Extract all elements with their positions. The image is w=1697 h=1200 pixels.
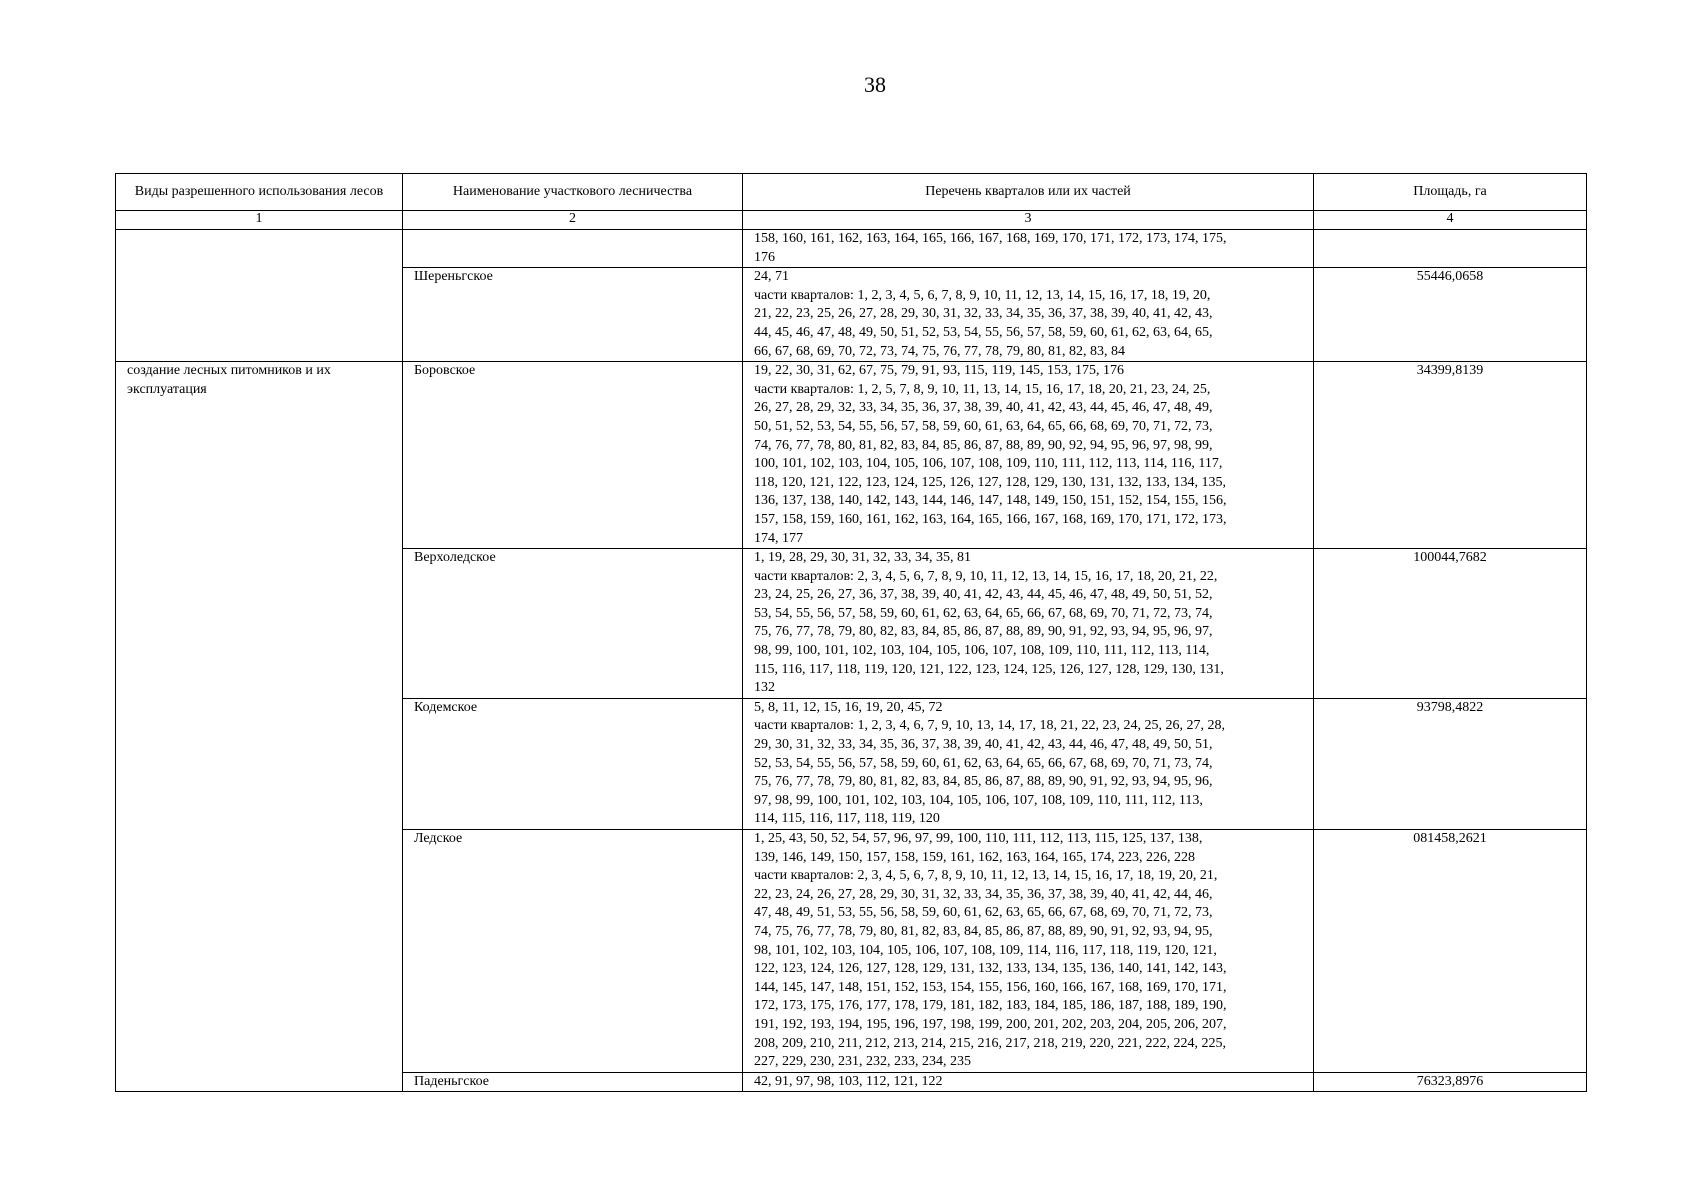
table-row — [116, 230, 1587, 268]
area-cell: 76323,8976 — [1314, 1072, 1587, 1092]
forestry-name-cell: Верхоледское — [403, 549, 743, 699]
page-number: 38 — [864, 72, 886, 97]
column-number: 4 — [1314, 211, 1587, 230]
use-type-cell: создание лесных питомников и их эксплуатация — [116, 362, 403, 1092]
table-row — [116, 362, 1587, 549]
quarters-cell: 24, 71 части кварталов: 1, 2, 3, 4, 5, 6, 7, 8, 9, 10, 11, 12, 13, 14, 15, 16, 17, 18, 19, 20, 21, 22, 23, 25, 26, 27, 28, 29, 30, 31, 32, 33, 34, 35, 36, 37, 38, 39, 40, 41, 42, 43, 44, 45, 46, 47, 48, 49, 50, 51, 52, 53, 54, 55, 56, 57, 58, 59, 60, 61, 62, 63, 64, 65, 66, 67, 68, 69, 70, 72, 73, 74, 75, 76, 77, 78, 79, 80, 81, 82, 83, 84 — [743, 268, 1314, 362]
area-cell: 34399,8139 — [1314, 362, 1587, 549]
area-cell: 93798,4822 — [1314, 698, 1587, 829]
column-number: 2 — [403, 211, 743, 230]
area-cell: 100044,7682 — [1314, 549, 1587, 699]
forestry-name-cell: Кодемское — [403, 698, 743, 829]
table-header-row — [116, 174, 1587, 211]
forestry-name-cell: Ледское — [403, 830, 743, 1073]
use-type-cell — [116, 230, 403, 362]
area-cell: 55446,0658 — [1314, 268, 1587, 362]
quarters-cell: 19, 22, 30, 31, 62, 67, 75, 79, 91, 93, 115, 119, 145, 153, 175, 176 части кварталов: 1, 2, 5, 7, 8, 9, 10, 11, 13, 14, 15, 16, 17, 18, 20, 21, 23, 24, 25, 26, 27, 28, 29, 32, 33, 34, 35, 36, 37, 38, 39, 40, 41, 42, 43, 44, 45, 46, 47, 48, 49, 50, 51, 52, 53, 54, 55, 56, 57, 58, 59, 60, 61, 63, 64, 65, 66, 68, 69, 70, 71, 72, 73, 74, 76, 77, 78, 80, 81, 82, 83, 84, 85, 86, 87, 88, 89, 90, 92, 94, 95, 96, 97, 98, 99, 100, 101, 102, 103, 104, 105, 106, 107, 108, 109, 110, 111, 112, 113, 114, 116, 117, 118, 120, 121, 122, 123, 124, 125, 126, 127, 128, 129, 130, 131, 132, 133, 134, 135, 136, 137, 138, 140, 142, 143, 144, 146, 147, 148, 149, 150, 151, 152, 154, 155, 156, 157, 158, 159, 160, 161, 162, 163, 164, 165, 166, 167, 168, 169, 170, 171, 172, 173, 174, 177 — [743, 362, 1314, 549]
quarters-cell: 5, 8, 11, 12, 15, 16, 19, 20, 45, 72 части кварталов: 1, 2, 3, 4, 6, 7, 9, 10, 13, 14, 17, 18, 21, 22, 23, 24, 25, 26, 27, 28, 29, 30, 31, 32, 33, 34, 35, 36, 37, 38, 39, 40, 41, 42, 43, 44, 46, 47, 48, 49, 50, 51, 52, 53, 54, 55, 56, 57, 58, 59, 60, 61, 62, 63, 64, 65, 66, 67, 68, 69, 70, 71, 73, 74, 75, 76, 77, 78, 79, 80, 81, 82, 83, 84, 85, 86, 87, 88, 89, 90, 91, 92, 93, 94, 95, 96, 97, 98, 99, 100, 101, 102, 103, 104, 105, 106, 107, 108, 109, 110, 111, 112, 113, 114, 115, 116, 117, 118, 119, 120 — [743, 698, 1314, 829]
header-forestry-name: Наименование участкового лесничества — [403, 174, 743, 211]
forestry-name-cell: Шереньгское — [403, 268, 743, 362]
quarters-cell: 42, 91, 97, 98, 103, 112, 121, 122 — [743, 1072, 1314, 1092]
header-use-type: Виды разрешенного использования лесов — [116, 174, 403, 211]
forestry-name-cell — [403, 230, 743, 268]
forestry-name-cell: Паденьгское — [403, 1072, 743, 1092]
quarters-cell: 158, 160, 161, 162, 163, 164, 165, 166, 167, 168, 169, 170, 171, 172, 173, 174, 175, 176 — [743, 230, 1314, 268]
quarters-cell: 1, 25, 43, 50, 52, 54, 57, 96, 97, 99, 100, 110, 111, 112, 113, 115, 125, 137, 138, 139, 146, 149, 150, 157, 158, 159, 161, 162, 163, 164, 165, 174, 223, 226, 228 части кварталов: 2, 3, 4, 5, 6, 7, 8, 9, 10, 11, 12, 13, 14, 15, 16, 17, 18, 19, 20, 21, 22, 23, 24, 26, 27, 28, 29, 30, 31, 32, 33, 34, 35, 36, 37, 38, 39, 40, 41, 42, 44, 46, 47, 48, 49, 51, 53, 55, 56, 58, 59, 60, 61, 62, 63, 65, 66, 67, 68, 69, 70, 71, 72, 73, 74, 75, 76, 77, 78, 79, 80, 81, 82, 83, 84, 85, 86, 87, 88, 89, 90, 91, 92, 93, 94, 95, 98, 101, 102, 103, 104, 105, 106, 107, 108, 109, 114, 116, 117, 118, 119, 120, 121, 122, 123, 124, 126, 127, 128, 129, 131, 132, 133, 134, 135, 136, 140, 141, 142, 143, 144, 145, 147, 148, 151, 152, 153, 154, 155, 156, 160, 166, 167, 168, 169, 170, 171, 172, 173, 175, 176, 177, 178, 179, 181, 182, 183, 184, 185, 186, 187, 188, 189, 190, 191, 192, 193, 194, 195, 196, 197, 198, 199, 200, 201, 202, 203, 204, 205, 206, 207, 208, 209, 210, 211, 212, 213, 214, 215, 216, 217, 218, 219, 220, 221, 222, 224, 225, 227, 229, 230, 231, 232, 233, 234, 235 — [743, 830, 1314, 1073]
column-number: 3 — [743, 211, 1314, 230]
area-cell: 081458,2621 — [1314, 830, 1587, 1073]
header-area: Площадь, га — [1314, 174, 1587, 211]
area-cell — [1314, 230, 1587, 268]
forest-quarters-table — [115, 173, 1587, 1092]
quarters-cell: 1, 19, 28, 29, 30, 31, 32, 33, 34, 35, 81 части кварталов: 2, 3, 4, 5, 6, 7, 8, 9, 10, 11, 12, 13, 14, 15, 16, 17, 18, 20, 21, 22, 23, 24, 25, 26, 27, 36, 37, 38, 39, 40, 41, 42, 43, 44, 45, 46, 47, 48, 49, 50, 51, 52, 53, 54, 55, 56, 57, 58, 59, 60, 61, 62, 63, 64, 65, 66, 67, 68, 69, 70, 71, 72, 73, 74, 75, 76, 77, 78, 79, 80, 82, 83, 84, 85, 86, 87, 88, 89, 90, 91, 92, 93, 94, 95, 96, 97, 98, 99, 100, 101, 102, 103, 104, 105, 106, 107, 108, 109, 110, 111, 112, 113, 114, 115, 116, 117, 118, 119, 120, 121, 122, 123, 124, 125, 126, 127, 128, 129, 130, 131, 132 — [743, 549, 1314, 699]
header-quarters-list: Перечень кварталов или их частей — [743, 174, 1314, 211]
forestry-name-cell: Боровское — [403, 362, 743, 549]
column-number-row — [116, 211, 1587, 230]
column-number: 1 — [116, 211, 403, 230]
